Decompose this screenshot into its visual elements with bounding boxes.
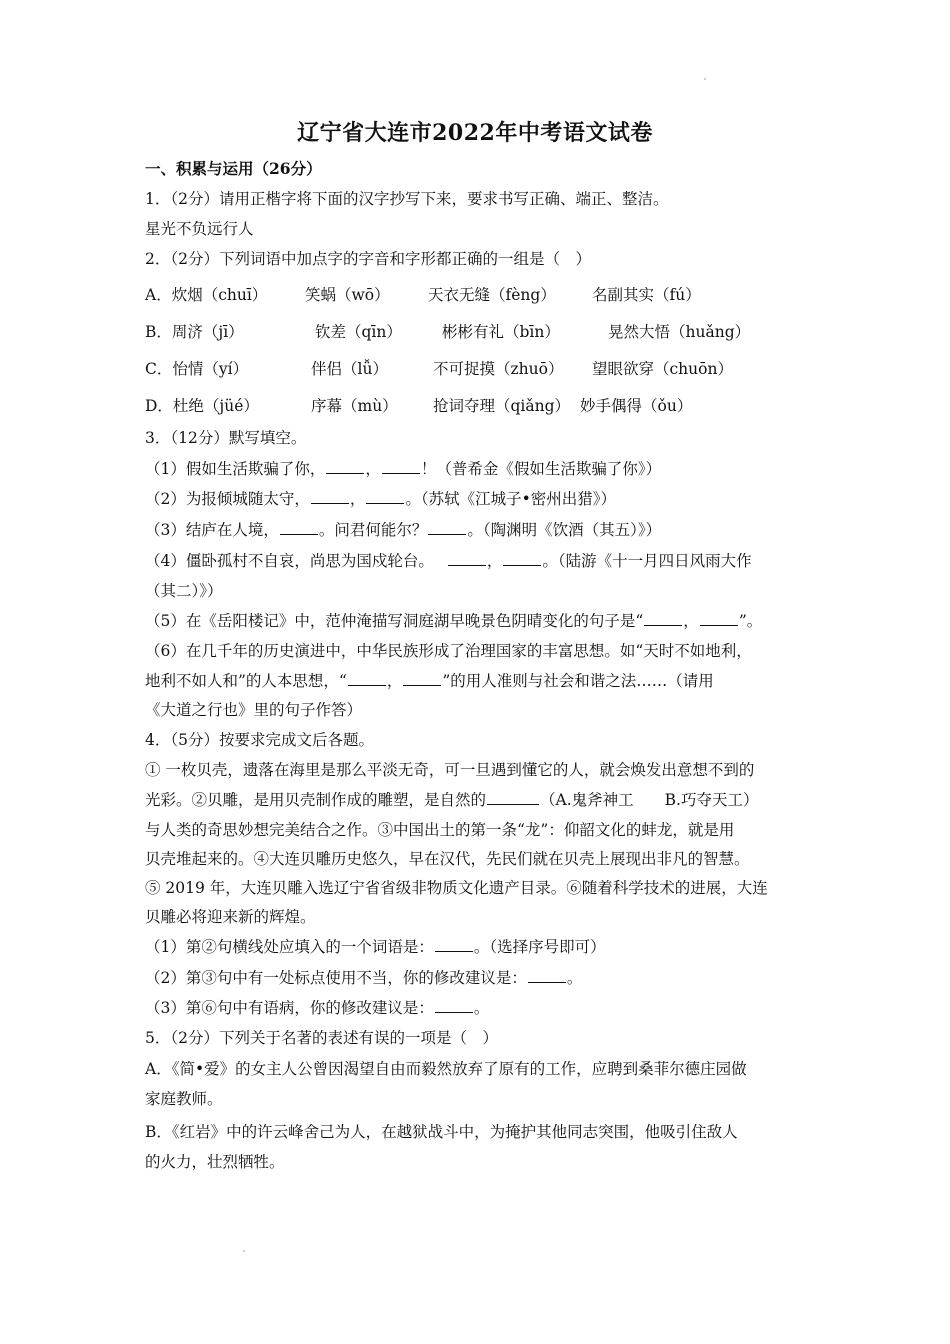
q4-item-1: （1）第②句横线处应填入的一个词语是： 。（选择序号即可） (145, 938, 606, 956)
q5-option-b: B．《红岩》中的许云峰舍己为人，在越狱战斗中，为掩护其他同志突围，他吸引住敌人 (145, 1123, 738, 1141)
q3-item-6-cont: 地利不如人和”的人本思想，“ ， ”的用人准则与社会和谐之法……（请用 (145, 672, 714, 690)
option-a-word-3: 天衣无缝（fèng） (428, 286, 556, 304)
q5-option-b-cont: 的火力，壮烈牺牲。 (145, 1153, 285, 1171)
passage-line-1: ① 一枚贝壳，遗落在海里是那么平淡无奇，可一旦遇到懂它的人，就会焕发出意想不到的 (145, 761, 755, 779)
answer-blank[interactable] (487, 790, 539, 805)
option-b-word-3: 彬彬有礼（bīn） (442, 323, 560, 341)
answer-blank[interactable] (448, 551, 486, 566)
q3-item-6-note: 《大道之行也》里的句子作答） (145, 701, 363, 719)
q3-item-1: （1）假如生活欺骗了你， ， ！（普希金《假如生活欺骗了你》） (145, 460, 662, 478)
question-1-text: 星光不负远行人 (145, 220, 254, 238)
decorative-dot (243, 1250, 245, 1252)
answer-blank[interactable] (644, 611, 682, 626)
option-d-word-2: 序幕（mù） (311, 397, 398, 415)
passage-line-4: 贝壳堆起来的。④大连贝雕历史悠久，早在汉代，先民们就在贝壳上展现出非凡的智慧。 (145, 850, 750, 868)
q3-item-6: （6）在几千年的历史演进中，中华民族形成了治理国家的丰富思想。如“天时不如地利， (145, 642, 752, 660)
q5-option-a: A．《简•爱》的女主人公曾因渴望自由而毅然放弃了原有的工作，应聘到桑菲尔德庄园做 (145, 1060, 747, 1078)
q3-item-4: （4）僵卧孤村不自哀，尚思为国戍轮台。 ， 。（陆游《十一月四日风雨大作 (145, 552, 752, 570)
q5-option-a-cont: 家庭教师。 (145, 1090, 223, 1108)
question-5-stem: 5．（2分）下列关于名著的表述有误的一项是（ ） (145, 1029, 498, 1047)
option-d-word-4: 妙手偶得（ǒu） (580, 397, 693, 415)
answer-blank[interactable] (280, 520, 318, 535)
answer-blank[interactable] (435, 937, 473, 952)
answer-blank[interactable] (311, 489, 349, 504)
page-title: 辽宁省大连市2022年中考语文试卷 (297, 120, 653, 146)
q4-item-3: （3）第⑥句中有语病，你的修改建议是： 。 (145, 999, 490, 1017)
option-d-word-3: 抢词夺理（qiǎng） (433, 397, 571, 415)
option-b-word-2: 钦差（qīn） (315, 323, 402, 341)
answer-blank[interactable] (528, 968, 566, 983)
answer-blank[interactable] (700, 611, 738, 626)
question-1-stem: 1．（2分）请用正楷字将下面的汉字抄写下来，要求书写正确、端正、整洁。 (145, 190, 669, 208)
answer-blank[interactable] (326, 459, 364, 474)
answer-blank[interactable] (435, 998, 473, 1013)
question-4-stem: 4．（5分）按要求完成文后各题。 (145, 731, 374, 749)
answer-blank[interactable] (503, 551, 541, 566)
question-3-stem: 3．（12分）默写填空。 (145, 429, 307, 447)
option-c-word-2: 伴侣（lǚ） (311, 360, 388, 378)
option-b-word-4: 晃然大悟（huǎng） (608, 323, 751, 341)
option-c-word-4: 望眼欲穿（chuōn） (592, 360, 733, 378)
q3-item-2: （2）为报倾城随太守， ， 。（苏轼《江城子•密州出猎》） (145, 490, 617, 508)
passage-line-2: 光彩。②贝雕，是用贝壳制作成的雕塑，是自然的 （A.鬼斧神工 B.巧夺天工） (145, 791, 759, 809)
answer-blank[interactable] (428, 520, 466, 535)
passage-line-6: 贝雕必将迎来新的辉煌。 (145, 908, 316, 926)
answer-blank[interactable] (403, 671, 441, 686)
option-d-word-1: D．杜绝（jüé） (145, 397, 259, 415)
option-a-word-2: 笑蜗（wō） (305, 286, 390, 304)
decorative-dot (704, 78, 706, 80)
q3-item-3: （3）结庐在人境， 。问君何能尔？ 。（陶渊明《饮酒（其五）》） (145, 521, 662, 539)
answer-blank[interactable] (348, 671, 386, 686)
question-2-stem: 2．（2分）下列词语中加点字的字音和字形都正确的一组是（ ） (145, 250, 591, 268)
passage-line-3: 与人类的奇思妙想完美结合之作。③中国出土的第一条“龙”：仰韶文化的蚌龙，就是用 (145, 821, 735, 839)
option-a-word-4: 名副其实（fú） (592, 286, 701, 304)
answer-blank[interactable] (382, 459, 420, 474)
option-b-word-1: B．周济（jī） (145, 323, 244, 341)
option-c-word-1: C．怡情（yí） (145, 360, 249, 378)
option-a-word-1: A．炊烟（chuī） (145, 286, 268, 304)
q3-item-4-cont: （其二）》） (145, 582, 223, 600)
q4-item-2: （2）第③句中有一处标点使用不当，你的修改建议是： 。 (145, 969, 583, 987)
answer-blank[interactable] (366, 489, 404, 504)
section-heading: 一、积累与运用（26分） (145, 159, 322, 178)
option-c-word-3: 不可捉摸（zhuō） (433, 360, 564, 378)
q3-item-5: （5）在《岳阳楼记》中，范仲淹描写洞庭湖早晚景色阴晴变化的句子是“ ， ”。 (145, 612, 763, 630)
passage-line-5: ⑤ 2019 年，大连贝雕入选辽宁省省级非物质文化遗产目录。⑥随着科学技术的进展，大连 (145, 879, 768, 897)
